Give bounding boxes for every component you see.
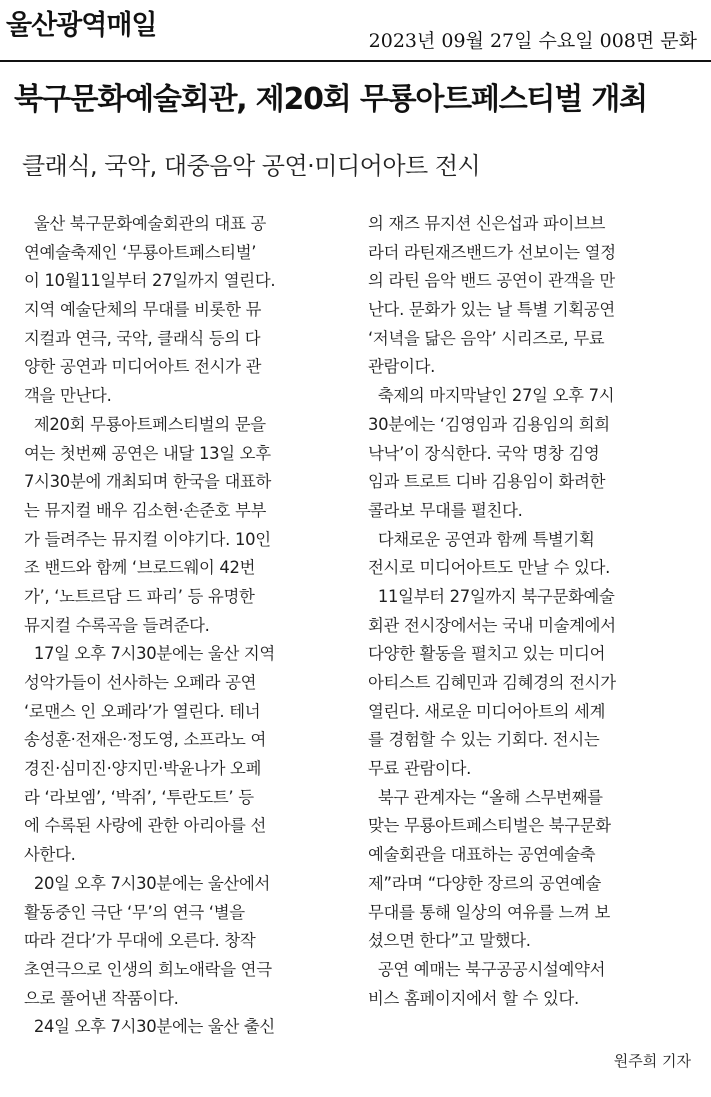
body-line: 24일 오후 7시30분에는 울산 출신: [24, 1017, 275, 1037]
body-line: 다채로운 공연과 함께 특별기획: [368, 529, 595, 549]
body-line: 공연 예매는 북구공공시설예약서: [368, 959, 606, 979]
body-line: 예술회관을 대표하는 공연예술축: [368, 845, 596, 865]
body-line: 아티스트 김혜민과 김혜경의 전시가: [368, 673, 616, 692]
body-line: 뮤지컬 수록곡을 들려준다.: [24, 615, 210, 635]
body-line: 다양한 활동을 펼치고 있는 미디어: [368, 644, 606, 664]
body-line: 셨으면 한다”고 말했다.: [368, 931, 531, 951]
body-line: 11일부터 27일까지 북구문화예술: [368, 586, 615, 606]
body-line: 가’, ‘노트르담 드 파리’ 등 유명한: [24, 586, 255, 606]
body-line: 축제의 마지막날인 27일 오후 7시: [368, 386, 615, 406]
body-line: ‘저녁을 닮은 음악’ 시리즈로, 무료: [368, 328, 605, 348]
body-line: 조 밴드와 함께 ‘브로드웨이 42번: [24, 558, 256, 578]
body-line: 라더 라틴재즈밴드가 선보이는 열정: [368, 242, 616, 262]
body-line: 관람이다.: [368, 357, 436, 377]
header-rule: [0, 60, 711, 62]
body-line: 사한다.: [24, 845, 76, 865]
body-line: 20일 오후 7시30분에는 울산에서: [24, 873, 271, 893]
body-line: 30분에는 ‘김영임과 김용임의 희희: [368, 414, 610, 434]
subheadline: 클래식, 국악, 대중음악 공연·미디어아트 전시: [22, 152, 481, 180]
body-line: 지역 예술단체의 무대를 비롯한 뮤: [24, 300, 262, 320]
body-line: 활동중인 극단 ‘무’의 연극 ‘별을: [24, 902, 245, 922]
body-line: 맞는 무룡아트페스티벌은 북구문화: [368, 816, 611, 836]
body-line: 객을 만난다.: [24, 386, 112, 406]
masthead-logo: 울산광역매일: [6, 10, 157, 41]
body-line: 연예술축제인 ‘무룡아트페스티벌’: [24, 242, 257, 262]
body-line: 무료 관람이다.: [368, 759, 472, 779]
body-line: 회관 전시장에서는 국내 미술계에서: [368, 615, 616, 635]
body-line: 콜라보 무대를 펼친다.: [368, 500, 523, 520]
dateline: 2023년 09월 27일 수요일 008면 문화: [368, 30, 697, 52]
headline: 북구문화예술회관, 제20회 무룡아트페스티벌 개최: [14, 82, 647, 117]
body-line: 으로 풀어낸 작품이다.: [24, 988, 179, 1008]
body-line: 라 ‘라보엠’, ‘박쥐’, ‘투란도트’ 등: [24, 787, 254, 807]
body-line: 임과 트로트 디바 김용임이 화려한: [368, 472, 606, 492]
body-line: 가 들려주는 뮤지컬 이야기다. 10인: [24, 529, 271, 549]
body-column-right: [368, 210, 688, 1013]
body-line: 송성훈·전재은·정도영, 소프라노 여: [24, 730, 267, 750]
body-line: 이 10월11일부터 27일까지 열린다.: [24, 271, 276, 291]
body-line: 제20회 무룡아트페스티벌의 문을: [24, 414, 266, 434]
body-line: 따라 걷다’가 무대에 오른다. 창작: [24, 931, 256, 951]
body-line: 울산 북구문화예술회관의 대표 공: [24, 214, 267, 233]
body-line: 에 수록된 사랑에 관한 아리아를 선: [24, 816, 267, 836]
body-line: 비스 홈페이지에서 할 수 있다.: [368, 988, 579, 1008]
body-line: 낙낙’이 장식한다. 국악 명창 김영: [368, 443, 600, 463]
body-line: 무대를 통해 일상의 여유를 느껴 보: [368, 902, 611, 922]
body-line: 제”라며 “다양한 장르의 공연예술: [368, 873, 602, 893]
body-line: 북구 관계자는 “올해 스무번째를: [368, 787, 603, 807]
body-line: 초연극으로 인생의 희노애락을 연극: [24, 959, 272, 979]
body-line: ‘로맨스 인 오페라’가 열린다. 테너: [24, 701, 261, 721]
body-line: 성악가들이 선사하는 오페라 공연: [24, 673, 257, 692]
body-line: 7시30분에 개최되며 한국을 대표하: [24, 472, 272, 492]
body-line: 전시로 미디어아트도 만날 수 있다.: [368, 558, 611, 578]
body-column-left: [24, 210, 344, 1042]
body-line: 의 라틴 음악 밴드 공연이 관객을 만: [368, 271, 615, 291]
byline: 원주희 기자: [613, 1052, 691, 1070]
body-line: 17일 오후 7시30분에는 울산 지역: [24, 644, 275, 664]
body-line: 는 뮤지컬 배우 김소현·손준호 부부: [24, 500, 267, 520]
body-line: 를 경험할 수 있는 기회다. 전시는: [368, 730, 600, 750]
body-line: 경진·심미진·양지민·박윤나가 오페: [24, 759, 262, 779]
body-line: 의 재즈 뮤지션 신은섭과 파이브브: [368, 214, 606, 233]
body-line: 여는 첫번째 공연은 내달 13일 오후: [24, 443, 271, 463]
body-line: 열린다. 새로운 미디어아트의 세계: [368, 701, 606, 721]
body-line: 양한 공연과 미디어아트 전시가 관: [24, 357, 262, 377]
body-line: 지컬과 연극, 국악, 클래식 등의 다: [24, 328, 261, 348]
body-line: 난다. 문화가 있는 날 특별 기획공연: [368, 300, 615, 320]
